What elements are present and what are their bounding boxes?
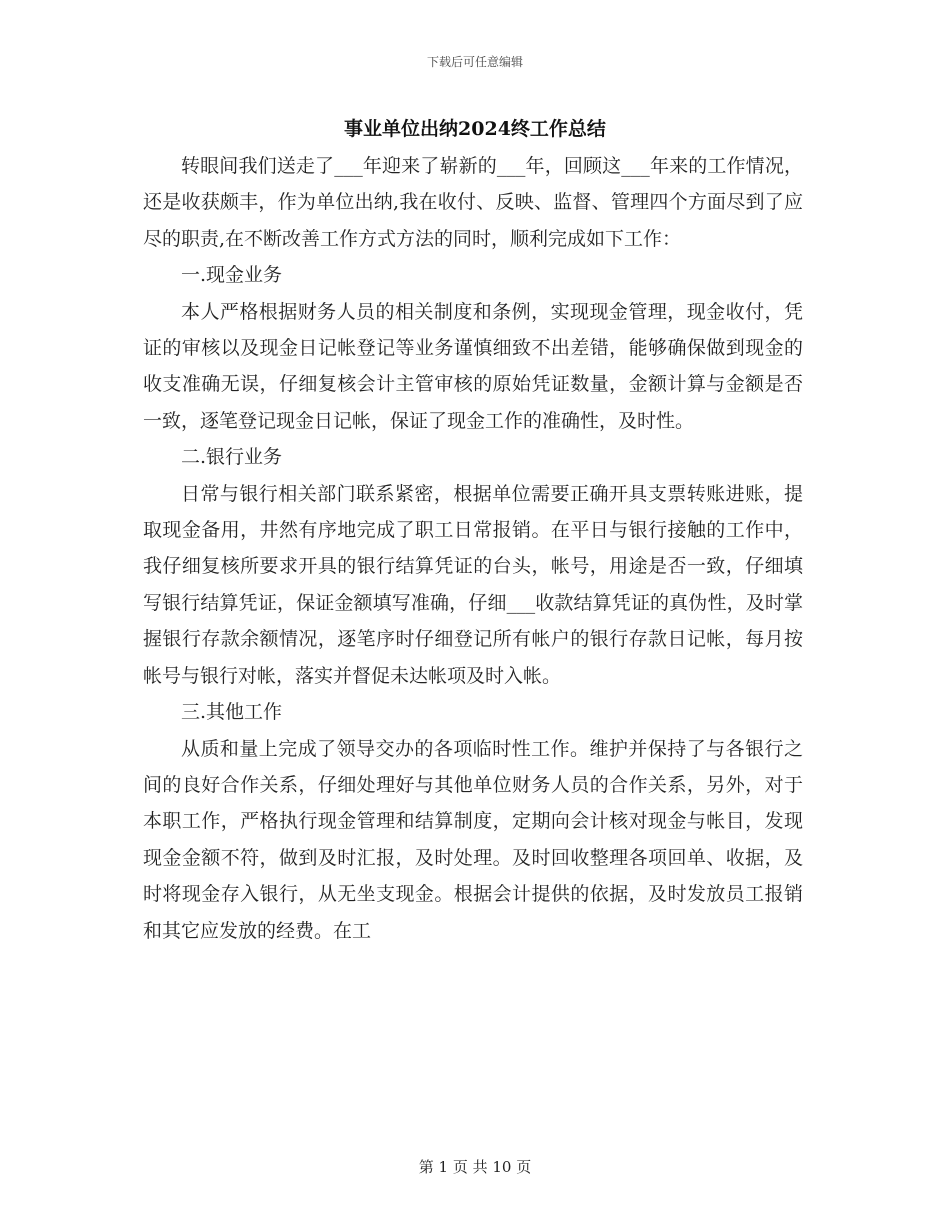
document-title: 事业单位出纳2024终工作总结 [344, 118, 606, 140]
section-heading-bank: 二.银行业务 [181, 446, 283, 469]
cash-business-paragraph: 本人严格根据财务人员的相关制度和条例，实现现金管理，现金收付，凭证的审核以及现金日记帐登记等业务谨慎细致不出差错，能够确保做到现金的收支准确无误，仔细复核会计主管审核的原始凭证数量，金额计算与金额是否一致，逐笔登记现金日记帐，保证了现金工作的准确性，及时性。 [143, 300, 803, 432]
page-header-note: 下载后可任意编辑 [426, 55, 523, 69]
section-heading-cash: 一.现金业务 [181, 264, 283, 287]
intro-paragraph: 转眼间我们送走了___年迎来了崭新的___年，回顾这___年来的工作情况，还是收获颇丰，作为单位出纳,我在收付、反映、监督、管理四个方面尽到了应尽的职责,在不断改善工作方式方法的同时，顺利完成如下工作： [143, 155, 803, 250]
bank-business-paragraph: 日常与银行相关部门联系紧密，根据单位需要正确开具支票转账进账，提取现金备用，井然有序地完成了职工日常报销。在平日与银行接触的工作中，我仔细复核所要求开具的银行结算凭证的台头，帐号，用途是否一致，仔细填写银行结算凭证，保证金额填写准确，仔细___收款结算凭证的真伪性，及时掌握银行存款余额情况，逐笔序时仔细登记所有帐户的银行存款日记帐，每月按帐号与银行对帐，落实并督促未达帐项及时入帐。 [143, 482, 803, 687]
page-number-footer: 第 1 页 共 10 页 [418, 1158, 532, 1176]
document-body [143, 148, 803, 949]
other-work-paragraph: 从质和量上完成了领导交办的各项临时性工作。维护并保持了与各银行之间的良好合作关系，仔细处理好与其他单位财务人员的合作关系，另外，对于本职工作，严格执行现金管理和结算制度，定期向会计核对现金与帐目，发现现金金额不符，做到及时汇报，及时处理。及时回收整理各项回单、收据，及时将现金存入银行，从无坐支现金。根据会计提供的依据，及时发放员工报销和其它应发放的经费。在工 [143, 737, 803, 942]
section-heading-other: 三.其他工作 [181, 701, 283, 724]
